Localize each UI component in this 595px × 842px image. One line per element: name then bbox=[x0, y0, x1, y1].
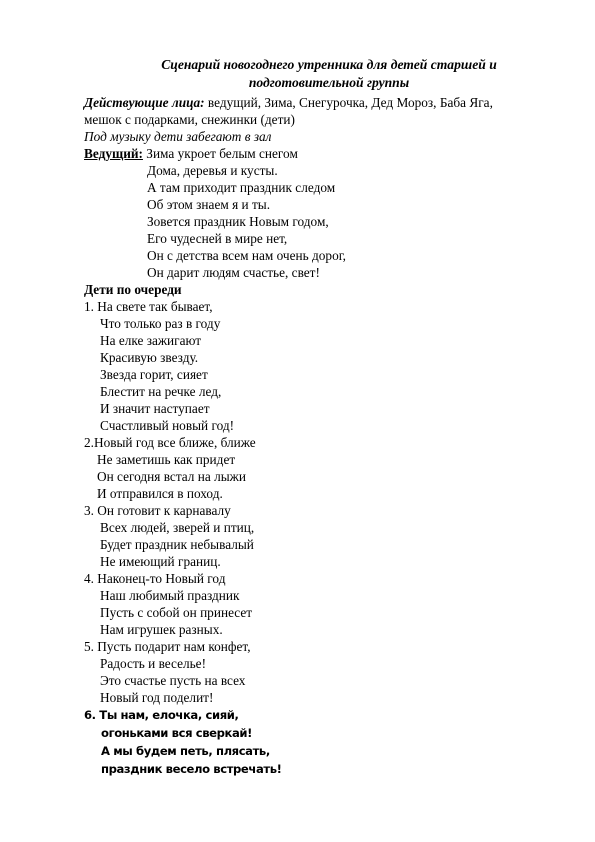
title-line-1: Сценарий новогоднего утренника для детей старшей и bbox=[161, 57, 497, 72]
host-line: Дома, деревья и кусты. bbox=[147, 163, 278, 178]
verse-line: Блестит на речке лед, bbox=[100, 384, 222, 399]
host-line: Он с детства всем нам очень дорог, bbox=[147, 248, 346, 263]
verse-line: Не заметишь как придет bbox=[97, 452, 236, 467]
verse-line: 6. Ты нам, елочка, сияй, bbox=[84, 708, 239, 722]
verse-line: Он сегодня встал на лыжи bbox=[97, 469, 246, 484]
characters-list: ведущий, Зима, Снегурочка, Дед Мороз, Баба Яга, bbox=[204, 95, 493, 110]
document-title bbox=[84, 56, 574, 92]
verse-line: Счастливый новый год! bbox=[100, 418, 235, 433]
characters-line-2: мешок с подарками, снежинки (дети) bbox=[84, 112, 295, 127]
verse-line: Что только раз в году bbox=[100, 316, 221, 331]
verse-line: Красивую звезду. bbox=[100, 350, 199, 365]
host-line: Об этом знаем я и ты. bbox=[147, 197, 271, 212]
host-label: Ведущий: bbox=[84, 146, 143, 161]
host-line: Его чудесней в мире нет, bbox=[147, 231, 288, 246]
verse-line: 4. Наконец-то Новый год bbox=[84, 571, 226, 586]
verse-line: Всех людей, зверей и птиц, bbox=[100, 520, 255, 535]
host-first-text: Зима укроет белым снегом bbox=[142, 146, 298, 161]
verse-line: Звезда горит, сияет bbox=[100, 367, 208, 382]
verse-line: 2.Новый год все ближе, ближе bbox=[84, 435, 256, 450]
verse-line: Новый год поделит! bbox=[100, 690, 214, 705]
host-line-first bbox=[84, 145, 298, 162]
characters-line-1 bbox=[84, 94, 493, 111]
verse-line: 1. На свете так бывает, bbox=[84, 299, 213, 314]
verse-line: А мы будем петь, плясать, bbox=[101, 744, 270, 758]
verse-line: Нам игрушек разных. bbox=[100, 622, 223, 637]
host-line: Зовется праздник Новым годом, bbox=[147, 214, 329, 229]
verse-line: На елке зажигают bbox=[100, 333, 202, 348]
characters-label: Действующие лица: bbox=[84, 95, 205, 110]
children-heading: Дети по очереди bbox=[84, 282, 182, 297]
verse-line: праздник весело встречать! bbox=[101, 762, 282, 776]
host-line: А там приходит праздник следом bbox=[147, 180, 336, 195]
verse-line: И отправился в поход. bbox=[97, 486, 223, 501]
verse-line: Это счастье пусть на всех bbox=[100, 673, 246, 688]
stage-direction: Под музыку дети забегают в зал bbox=[84, 129, 272, 144]
title-line-2: подготовительной группы bbox=[248, 75, 410, 90]
verse-line: 5. Пусть подарит нам конфет, bbox=[84, 639, 251, 654]
verse-line: Радость и веселье! bbox=[100, 656, 207, 671]
host-line: Он дарит людям счастье, свет! bbox=[147, 265, 320, 280]
verse-line: огоньками вся сверкай! bbox=[101, 726, 253, 740]
verse-line: 3. Он готовит к карнавалу bbox=[84, 503, 231, 518]
verse-line: Наш любимый праздник bbox=[100, 588, 240, 603]
verse-line: Не имеющий границ. bbox=[100, 554, 221, 569]
verse-line: Пусть с собой он принесет bbox=[100, 605, 253, 620]
verse-line: Будет праздник небывалый bbox=[100, 537, 254, 552]
verse-line: И значит наступает bbox=[100, 401, 210, 416]
